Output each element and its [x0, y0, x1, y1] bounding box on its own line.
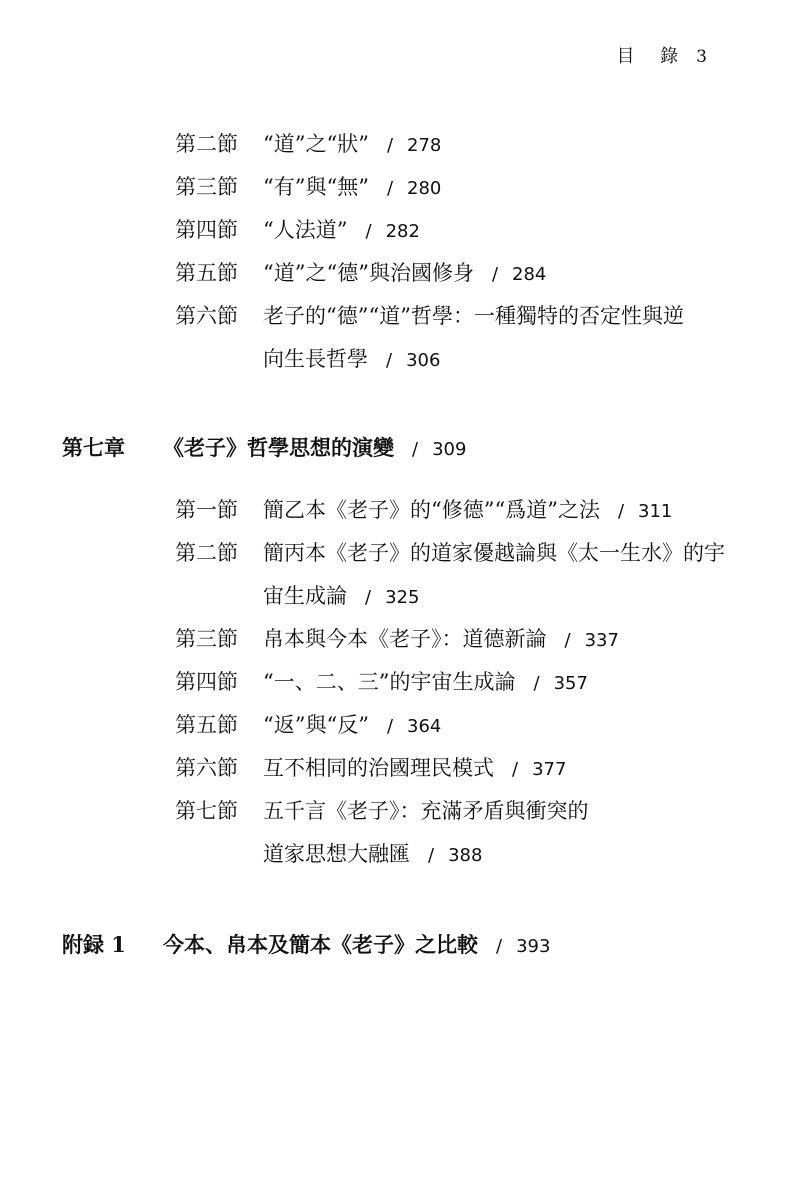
section-label: 第六節	[175, 756, 238, 780]
separator: /	[365, 587, 372, 608]
running-header	[616, 42, 707, 68]
header-page-number: 3	[696, 47, 707, 67]
section-label: 第二節	[175, 541, 238, 565]
page-number: 325	[385, 587, 420, 608]
section-title-text: 五千言《老子》：充滿矛盾與衝突的	[263, 799, 589, 823]
section-label: 第四節	[175, 670, 238, 694]
section-title-text: 帛本與今本《老子》：道德新論	[263, 627, 547, 651]
separator: /	[533, 673, 540, 694]
separator: /	[365, 221, 372, 242]
section-label: 第五節	[175, 261, 238, 285]
section-title-text: “人法道”	[263, 218, 348, 242]
section-title-text: 互不相同的治國理民模式	[263, 756, 494, 780]
page-number: 282	[385, 221, 420, 242]
section-title-continuation	[263, 343, 440, 373]
separator: /	[386, 350, 393, 371]
page-number: 377	[532, 759, 567, 780]
section-label: 第三節	[175, 175, 238, 199]
appendix-title-text: 今本、帛本及簡本《老子》之比較	[163, 932, 478, 957]
separator: /	[428, 845, 435, 866]
section-title-text: “道”之“狀”	[263, 132, 369, 156]
page-number: 357	[553, 673, 588, 694]
page-number: 393	[516, 936, 551, 957]
section-label: 第六節	[175, 304, 238, 328]
section-title-text: “返”與“反”	[263, 713, 369, 737]
page-number: 284	[512, 264, 547, 285]
section-title	[263, 128, 441, 158]
section-title-cont-text: 宙生成論	[263, 584, 347, 608]
page-number: 306	[406, 350, 441, 371]
separator: /	[617, 501, 625, 522]
section-label: 第七節	[175, 799, 238, 823]
page-number: 364	[407, 716, 442, 737]
section-title-text: 簡乙本《老子》的“修德”“爲道”之法	[263, 498, 600, 522]
section-title-text: “有”與“無”	[263, 175, 369, 199]
section-title	[263, 709, 441, 739]
section-label: 第一節	[175, 498, 238, 522]
section-label: 第五節	[175, 713, 238, 737]
separator: /	[386, 178, 394, 199]
section-label: 第四節	[175, 218, 238, 242]
separator: /	[412, 439, 419, 460]
page-number: 311	[638, 501, 673, 522]
separator: /	[512, 759, 519, 780]
chapter-label: 第七章	[62, 435, 125, 460]
appendix-title	[163, 929, 550, 959]
chapter-title	[163, 432, 466, 462]
section-title-text: 簡丙本《老子》的道家優越論與《太一生水》的宇	[263, 541, 725, 565]
chapter-title-text: 《老子》哲學思想的演變	[163, 435, 394, 460]
section-title	[263, 666, 588, 696]
section-label: 第三節	[175, 627, 238, 651]
separator: /	[491, 264, 499, 285]
separator: /	[386, 135, 394, 156]
page-number: 388	[448, 845, 483, 866]
section-label: 第二節	[175, 132, 238, 156]
section-title-continuation	[263, 838, 482, 868]
section-title	[263, 494, 672, 524]
section-title	[263, 171, 441, 201]
page-number: 280	[407, 178, 442, 199]
section-title	[263, 623, 619, 653]
separator: /	[496, 936, 503, 957]
section-title-text: “道”之“德”與治國修身	[263, 261, 474, 285]
section-title-cont-text: 向生長哲學	[263, 347, 368, 371]
section-title-cont-text: 道家思想大融匯	[263, 842, 410, 866]
section-title	[263, 257, 546, 287]
separator: /	[386, 716, 394, 737]
page-number: 337	[584, 630, 619, 651]
page-number: 309	[432, 439, 467, 460]
header-label: 目 錄	[616, 46, 689, 67]
section-title	[263, 214, 420, 244]
separator: /	[564, 630, 571, 651]
appendix-label: 附録 1	[62, 932, 126, 957]
section-title	[263, 752, 566, 782]
section-title-continuation	[263, 580, 419, 610]
page-number: 278	[407, 135, 442, 156]
section-title-text: 老子的“德”“道”哲學：一種獨特的否定性與逆	[263, 304, 684, 328]
section-title-text: “一、二、三”的宇宙生成論	[263, 670, 516, 694]
